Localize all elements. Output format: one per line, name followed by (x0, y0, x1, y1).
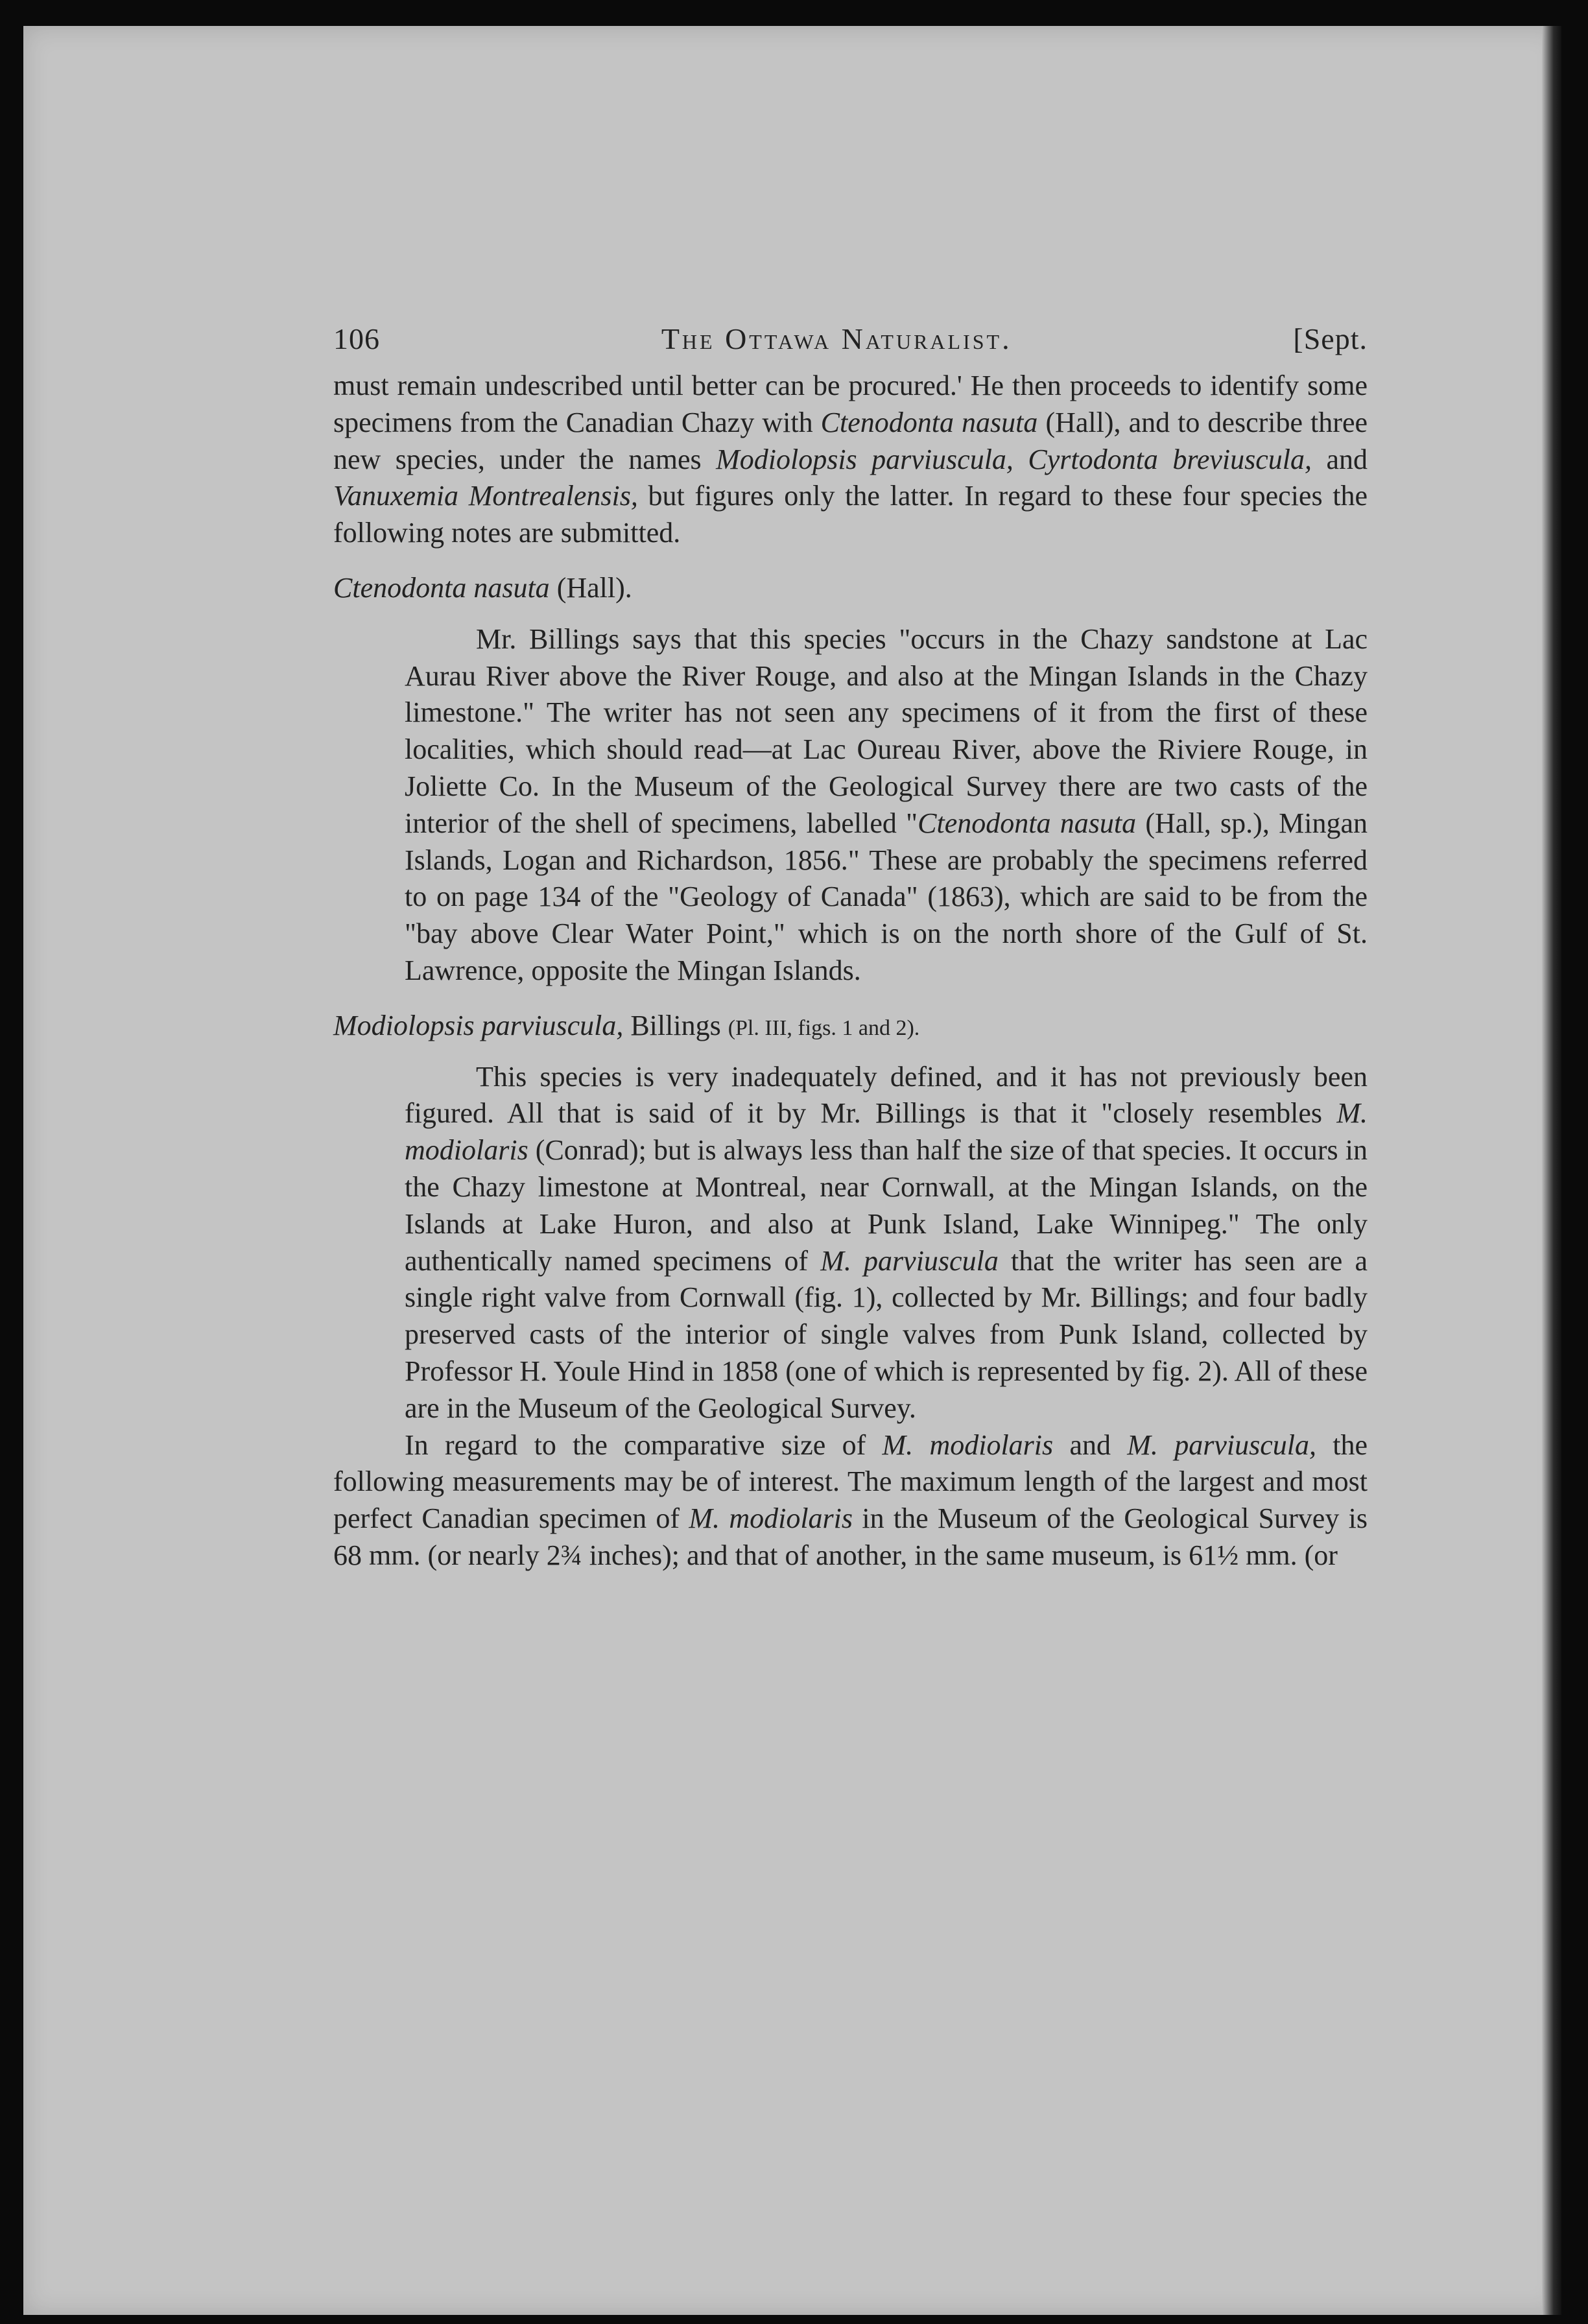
running-title: The Ottawa Naturalist. (661, 322, 1012, 355)
modiolopsis-paragraph-1: This species is very inadequately defined, and it has not previously been figured. All that is said of it by Mr. Billings is that it "closely resembles M. modiolaris (Conrad); but is always less than half the size of that species. It occurs in the Chazy limestone at Montreal, near Cornwall, at the Mingan Islands, on the Islands at Lake Huron, and also at Punk Island, Lake Winnipeg." The only authentically named specimens of M. parviuscula that the writer has seen are a single right valve from Cornwall (fig. 1), collected by Mr. Billings; and four badly preserved casts of the interior of single valves from Punk Island, collected by Professor H. Youle Hind in 1858 (one of which is represented by fig. 2). All of these are in the Museum of the Geological Survey. (405, 1060, 1368, 1424)
intro-paragraph: must remain undescribed until better can be procured.' He then proceeds to identify some specimens from the Canadian Chazy with Ctenodonta nasuta (Hall), and to describe three new species, under the names Modiolopsis parviuscula, Cyrtodonta breviuscula, and Vanuxemia Montrealensis, but figures only the latter. In regard to these four species the following notes are submitted. (333, 370, 1368, 549)
modiolopsis-paragraph-2: In regard to the comparative size of M. modiolaris and M. parviuscula, the following measurements may be of interest. The maximum length of the largest and most perfect Canadian specimen of M. modiolaris in the Museum of the Geological Survey is 68 mm. (or nearly 2¾ inches); and that of another, in the same museum, is 61½ mm. (or (333, 1429, 1368, 1571)
page (23, 26, 1561, 2315)
section-date: [Sept. (1293, 322, 1368, 355)
page-number: 106 (333, 322, 380, 355)
running-header (333, 321, 1368, 368)
text-block (333, 321, 1368, 1574)
book-spine-shadow (1542, 26, 1561, 2315)
section-heading-modiolopsis: Modiolopsis parviuscula, Billings (Pl. III, figs. 1 and 2). (333, 1009, 920, 1041)
ctenodonta-paragraph: Mr. Billings says that this species "occurs in the Chazy sandstone at Lac Aurau River above the River Rouge, and also at the Mingan Islands in the Chazy limestone." The writer has not seen any specimens of it from the first of these localities, which should read—at Lac Oureau River, above the Riviere Rouge, in Joliette Co. In the Museum of the Geological Survey there are two casts of the interior of the shell of specimens, labelled "Ctenodonta nasuta (Hall, sp.), Mingan Islands, Logan and Richardson, 1856." These are probably the specimens referred to on page 134 of the "Geology of Canada" (1863), which are said to be from the "bay above Clear Water Point," which is on the north shore of the Gulf of St. Lawrence, opposite the Mingan Islands. (405, 622, 1368, 986)
section-heading-ctenodonta: Ctenodonta nasuta (Hall). (333, 571, 632, 604)
